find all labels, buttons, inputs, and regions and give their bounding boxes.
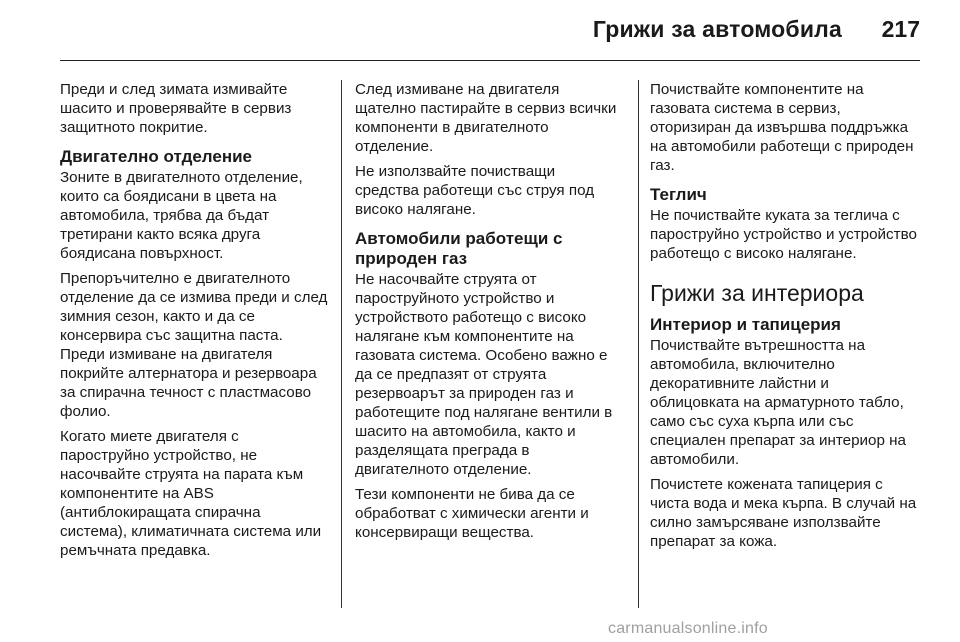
paragraph: Почиствайте компонентите на газовата система в сервиз, оторизиран да извършва поддръжка на автомобили работещи с природен газ. — [650, 81, 914, 174]
paragraph: Не почиствайте куката за теглича с пароструйно устройство и устройство работещо с високо налягане. — [650, 207, 917, 262]
header-rule — [60, 60, 920, 61]
section-heading-interior: Интериор и тапицерия — [650, 315, 841, 334]
paragraph: Почистете кожената тапицерия с чиста вода и мека кърпа. В случай на силно замърсяване използвайте препарат за кожа. — [650, 476, 917, 550]
column-3 — [650, 80, 918, 557]
column-2 — [355, 80, 623, 548]
paragraph: След измиване на двигателя щателно пастирайте в сервиз всички компоненти в двигателното отделение. — [355, 81, 617, 155]
section-heading-natural-gas: Автомобили работещи с природен газ — [355, 229, 563, 268]
paragraph: Почиствайте вътрешността на автомобила, включително декоративните лайстни и облицовката на арматурното табло, само със суха кърпа или със специален препарат за интериор на автомобили. — [650, 337, 906, 468]
paragraph: Препоръчително е двигателното отделение да се измива преди и след зимния сезон, както и да се консервира със защитна паста. Преди измиване на двигателя покрийте алтернатора и резервоара за спирачна течност с пластмасово фолио. — [60, 270, 328, 420]
paragraph: Тези компоненти не бива да се обработват с химически агенти и консервиращи вещества. — [355, 486, 589, 541]
watermark: carmanualsonline.info — [608, 620, 768, 637]
section-heading-towbar: Теглич — [650, 185, 707, 204]
page-header — [0, 0, 960, 62]
column-divider — [638, 80, 639, 608]
chapter-heading-interior-care: Грижи за интериора — [650, 280, 864, 306]
page-number: 217 — [881, 16, 920, 42]
column-1 — [60, 80, 328, 566]
paragraph: Зоните в двигателното отделение, които са боядисани в цвета на автомобила, трябва да бъдат третирани както всяка друга боядисана повърхност. — [60, 169, 303, 262]
paragraph: Когато миете двигателя с пароструйно устройство, не насочвайте струята на парата към компонентите на ABS (антиблокиращата спирачна система), климатичната система или ремъчната предавка. — [60, 428, 322, 559]
paragraph: Преди и след зимата измивайте шасито и проверявайте в сервиз защитното покритие. — [60, 81, 292, 136]
page-title: Грижи за автомобила — [592, 16, 842, 42]
column-divider — [341, 80, 342, 608]
paragraph: Не използвайте почистващи средства работещи със струя под високо налягане. — [355, 163, 595, 218]
section-heading-engine: Двигателно отделение — [60, 147, 253, 166]
paragraph: Не насочвайте струята от пароструйното устройство и устройството работещо с високо налягане към компонентите на газовата система. Особено важно е да се предпазят от струята резервоарът за природен газ и работещите под налягане вентили в шасито на автомобила, както и разделящата преграда в двигателното отделение. — [355, 271, 613, 478]
